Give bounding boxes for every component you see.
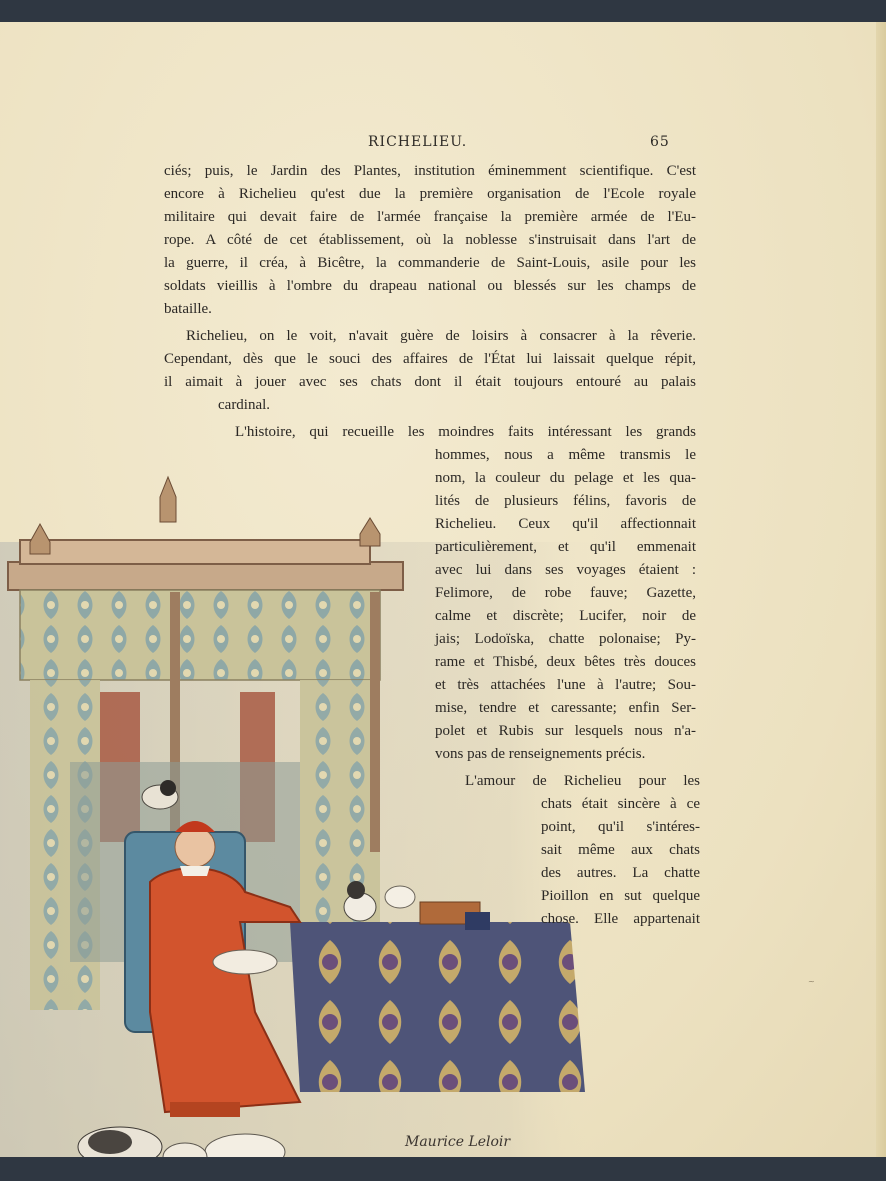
text-line: jais; Lodoïska, chatte polonaise; Py- (435, 631, 696, 647)
text-line: vons pas de renseignements précis. (435, 746, 646, 762)
text-line: rope. A côté de cet établissement, où la noblesse s'instruisait dans l'art de (164, 232, 696, 248)
text-line: Richelieu. Ceux qu'il affectionnait (435, 516, 696, 532)
text-line: particulièrement, et qu'il emmenait (435, 539, 696, 555)
text-line: nom, la couleur du pelage et les qua- (435, 470, 696, 486)
text-line: chose. Elle appartenait (541, 911, 700, 927)
text-line: sait même aux chats (541, 842, 700, 858)
page-number: 65 (650, 134, 670, 150)
body-text (0, 22, 886, 1157)
text-line: rame et Thisbé, deux bêtes très douces (435, 654, 696, 670)
text-line: des autres. La chatte (541, 865, 700, 881)
text-line: il aimait à jouer avec ses chats dont il était toujours entouré au palais (164, 374, 696, 390)
text-line: militaire qui devait faire de l'armée française la première armée de l'Eu- (164, 209, 696, 225)
text-line: hommes, nous a même transmis le (435, 447, 696, 463)
text-line: point, qu'il s'intéres- (541, 819, 700, 835)
text-line: cardinal. (218, 397, 271, 413)
text-line: bataille. (164, 301, 212, 317)
artist-signature: Maurice Leloir (405, 1134, 511, 1150)
text-line: calme et discrète; Lucifer, noir de (435, 608, 696, 624)
text-line: soldats vieillis à l'ombre du drapeau national ou blessés sur les champs de (164, 278, 696, 294)
text-line: Felimore, de robe fauve; Gazette, (435, 585, 696, 601)
text-line: Pioillon en sut quelque (541, 888, 700, 904)
text-line: L'histoire, qui recueille les moindres faits intéressant les grands (235, 424, 696, 440)
text-line: lités de plusieurs félins, favoris de (435, 493, 696, 509)
text-line: polet et Rubis sur lesquels nous n'a- (435, 723, 696, 739)
running-title: RICHELIEU. (368, 134, 468, 150)
page-mark: ~ (808, 977, 815, 986)
text-line: et très attachées l'une à l'autre; Sou- (435, 677, 696, 693)
text-line: encore à Richelieu qu'est due la première organisation de l'Ecole royale (164, 186, 696, 202)
text-line: mise, tendre et caressante; enfin Ser- (435, 700, 696, 716)
text-line: L'amour de Richelieu pour les (465, 773, 700, 789)
text-line: Richelieu, on le voit, n'avait guère de loisirs à consacrer à la rêverie. (186, 328, 696, 344)
text-line: la guerre, il créa, à Bicêtre, la commanderie de Saint-Louis, asile pour les (164, 255, 696, 271)
text-line: ciés; puis, le Jardin des Plantes, institution éminemment scientifique. C'est (164, 163, 696, 179)
text-line: avec lui dans ses voyages étaient : (435, 562, 696, 578)
text-line: Cependant, dès que le souci des affaires de l'État lui laissait quelque répit, (164, 351, 696, 367)
text-line: chats était sincère à ce (541, 796, 700, 812)
